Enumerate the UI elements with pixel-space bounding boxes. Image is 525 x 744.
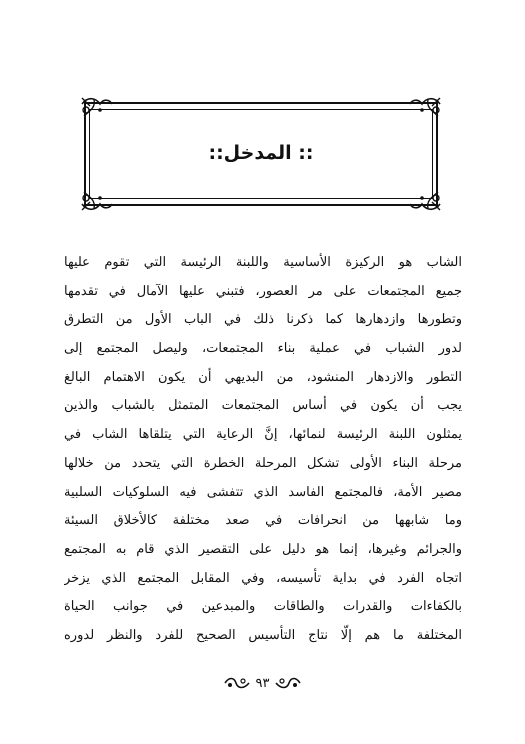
text-line: التطور والازدهار المنشود، من البديهي أن يكون الاهتمام البالغ [64, 369, 462, 385]
text-line: جميع المجتمعات على مر العصور، فتبني عليها الآمال في تقدمها [64, 283, 462, 299]
text-line: وما شابهها من انحرافات في صعد مختلفة كالأخلاق السيئة [64, 513, 462, 529]
flourish-icon [224, 676, 250, 690]
page-footer [0, 672, 525, 694]
text-line: مرحلة البناء الأولى تشكل المرحلة الخطرة التي يتحدد من خلالها [64, 455, 462, 471]
text-line: بالكفاءات والقدرات والطاقات والمبدعين في جوانب الحياة [64, 599, 462, 615]
page-number: ٩٣ [255, 675, 270, 691]
title-frame [80, 96, 442, 212]
text-line: يمثلون اللبنة الرئيسة لنمائها، إنَّ الرعاية التي يتلقاها الشاب في [64, 427, 462, 443]
text-line: والجرائم وغيرها، إنما هو دليل على التقصير الذي قام به المجتمع [64, 541, 462, 557]
text-line: وتطورها وازدهارها كما ذكرنا ذلك في الباب الأول من التطرق [64, 312, 462, 328]
text-line: لدور الشباب في عملية بناء المجتمعات، وليصل المجتمع إلى [64, 341, 462, 357]
text-line: يجب أن يكون في أساس المجتمعات المتمثل بالشباب والذين [64, 398, 462, 414]
text-line: الشاب هو الركيزة الأساسية واللبنة الرئيسة التي تقوم عليها [64, 255, 462, 270]
text-line: مصير الأمة، فالمجتمع الفاسد الذي تتفشى فيه السلوكيات السلبية [64, 484, 462, 500]
text-line: المختلفة ما هم إلّا نتاج التأسيس الصحيح للفرد والنظر لدوره [64, 627, 462, 643]
chapter-title: :: المدخل:: [208, 142, 314, 164]
flourish-icon [275, 676, 301, 690]
text-line: اتجاه الفرد في بداية تأسيسه، وفي المقابل المجتمع الذي يزخر [64, 570, 462, 586]
body-paragraph [64, 249, 462, 651]
